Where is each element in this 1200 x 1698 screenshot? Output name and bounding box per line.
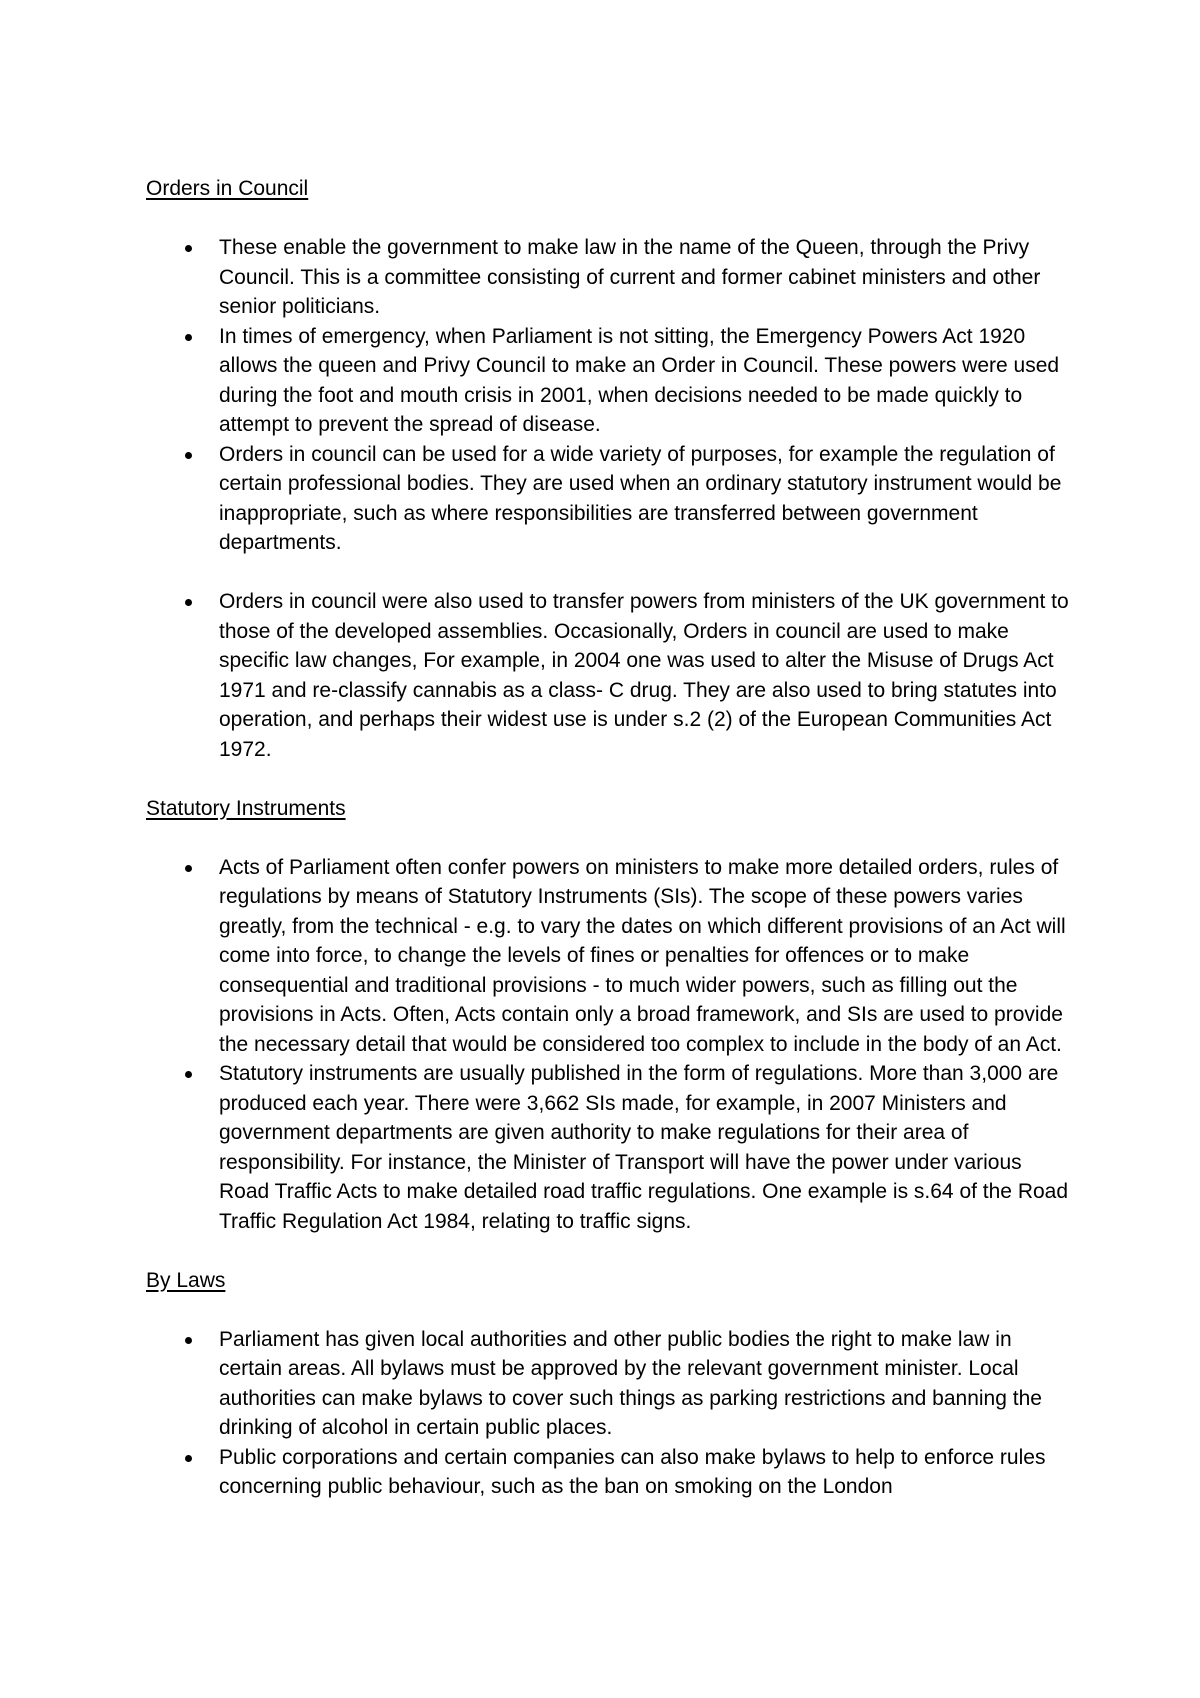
heading-orders-in-council: Orders in Council — [146, 177, 309, 200]
heading-by-laws: By Laws — [146, 1268, 226, 1292]
list-item-text: These enable the government to make law in the name of the Queen, through the Privy Council. This is a committee consisting of current and former cabinet ministers and other senior politicians. — [219, 236, 1041, 318]
bullet-icon — [185, 865, 192, 872]
spacer — [146, 204, 1076, 234]
spacer — [146, 823, 1076, 853]
bullet-list-statutory-instruments — [146, 853, 1076, 1237]
list-item — [146, 1443, 1076, 1502]
bullet-icon — [185, 1337, 192, 1344]
spacer — [146, 1295, 1076, 1325]
bullet-icon — [185, 1455, 192, 1462]
bullet-list-by-laws — [146, 1325, 1076, 1502]
bullet-icon — [185, 452, 192, 459]
list-item-text: Acts of Parliament often confer powers on ministers to make more detailed orders, rules of regulations by means of Statutory Instruments (SIs). The scope of these powers varies greatly, from the technical - e.g. to vary the dates on which different provisions of an Act will come into force, to change the levels of fines or penalties for offences or to make consequential and traditional provisions - to much wider powers, such as filling out the provisions in Acts. Often, Acts contain only a broad framework, and SIs are used to provide the necessary detail that would be considered too complex to include in the body of an Act. — [219, 855, 1066, 1056]
spacer — [146, 558, 1076, 588]
list-item — [146, 440, 1076, 558]
bullet-icon — [185, 599, 192, 606]
document-page — [146, 174, 1076, 1502]
list-item — [146, 1059, 1076, 1236]
spacer — [146, 1236, 1076, 1266]
list-item — [146, 1325, 1076, 1443]
bullet-list-orders-in-council-continued — [146, 587, 1076, 764]
list-item — [146, 853, 1076, 1060]
list-item — [146, 587, 1076, 764]
spacer — [146, 764, 1076, 794]
list-item — [146, 322, 1076, 440]
bullet-list-orders-in-council — [146, 233, 1076, 558]
heading-statutory-instruments: Statutory Instruments — [146, 796, 346, 820]
list-item-text: Orders in council were also used to transfer powers from ministers of the UK government to those of the developed assemblies. Occasionally, Orders in council are used to make specific law changes, For example, in 2004 one was used to alter the Misuse of Drugs Act 1971 and re-classify cannabis as a class- C drug. They are also used to bring statutes into operation, and perhaps their widest use is under s.2 (2) of the European Communities Act 1972. — [219, 590, 1069, 761]
list-item-text: In times of emergency, when Parliament is not sitting, the Emergency Powers Act 1920 allows the queen and Privy Council to make an Order in Council. These powers were used during the foot and mouth crisis in 2001, when decisions needed to be made quickly to attempt to prevent the spread of disease. — [219, 324, 1060, 436]
bullet-icon — [185, 245, 192, 252]
list-item-text: Orders in council can be used for a wide variety of purposes, for example the regulation of certain professional bodies. They are used when an ordinary statutory instrument would be inappropriate, such as where responsibilities are transferred between government departments. — [219, 442, 1062, 554]
list-item-text: Parliament has given local authorities and other public bodies the right to make law in certain areas. All bylaws must be approved by the relevant government minister. Local authorities can make bylaws to cover such things as parking restrictions and banning the drinking of alcohol in certain public places. — [219, 1327, 1042, 1439]
list-item — [146, 233, 1076, 322]
bullet-icon — [185, 1071, 192, 1078]
list-item-text: Statutory instruments are usually published in the form of regulations. More than 3,000 are produced each year. There were 3,662 SIs made, for example, in 2007 Ministers and government departments are given authority to make regulations for their area of responsibility. For instance, the Minister of Transport will have the power under various Road Traffic Acts to make detailed road traffic regulations. One example is s.64 of the Road Traffic Regulation Act 1984, relating to traffic signs. — [219, 1062, 1069, 1233]
bullet-icon — [185, 334, 192, 341]
list-item-text: Public corporations and certain companies can also make bylaws to help to enforce rules concerning public behaviour, such as the ban on smoking on the London — [219, 1445, 1046, 1498]
